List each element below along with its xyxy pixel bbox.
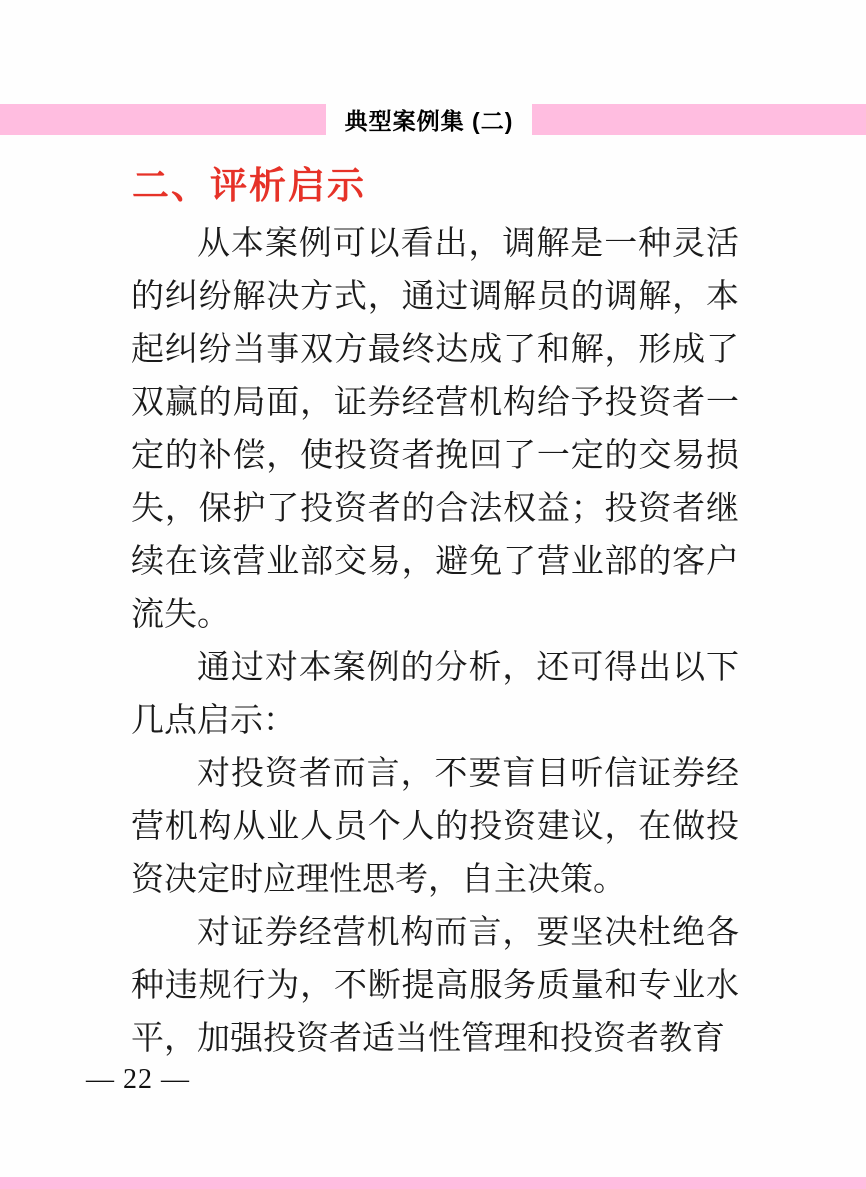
- paragraph: 从本案例可以看出，调解是一种灵活的纠纷解决方式，通过调解员的调解，本起纠纷当事双方最终达成了和解，形成了双赢的局面，证券经营机构给予投资者一定的补偿，使投资者挽回了一定的交易损失，保护了投资者的合法权益；投资者继续在该营业部交易，避免了营业部的客户流失。: [131, 226, 739, 633]
- body-text: [131, 218, 739, 1066]
- section-heading: 二、评析启示: [132, 165, 366, 206]
- paragraph: 对投资者而言，不要盲目听信证券经营机构从业人员个人的投资建议，在做投资决定时应理性思考，自主决策。: [131, 756, 739, 898]
- page-number: — 22 —: [86, 1064, 190, 1095]
- header-band-right-segment: [532, 104, 866, 135]
- footer-band: [0, 1177, 866, 1189]
- header-band-left-segment: [0, 104, 326, 135]
- paragraph: 通过对本案例的分析，还可得出以下几点启示：: [131, 650, 739, 739]
- running-header-title: 典型案例集 (二): [344, 108, 514, 134]
- header-title-area: [326, 104, 532, 135]
- header-band: [0, 104, 866, 135]
- paragraph: 对证券经营机构而言，要坚决杜绝各种违规行为，不断提高服务质量和专业水平，加强投资者适当性管理和投资者教育: [131, 915, 739, 1057]
